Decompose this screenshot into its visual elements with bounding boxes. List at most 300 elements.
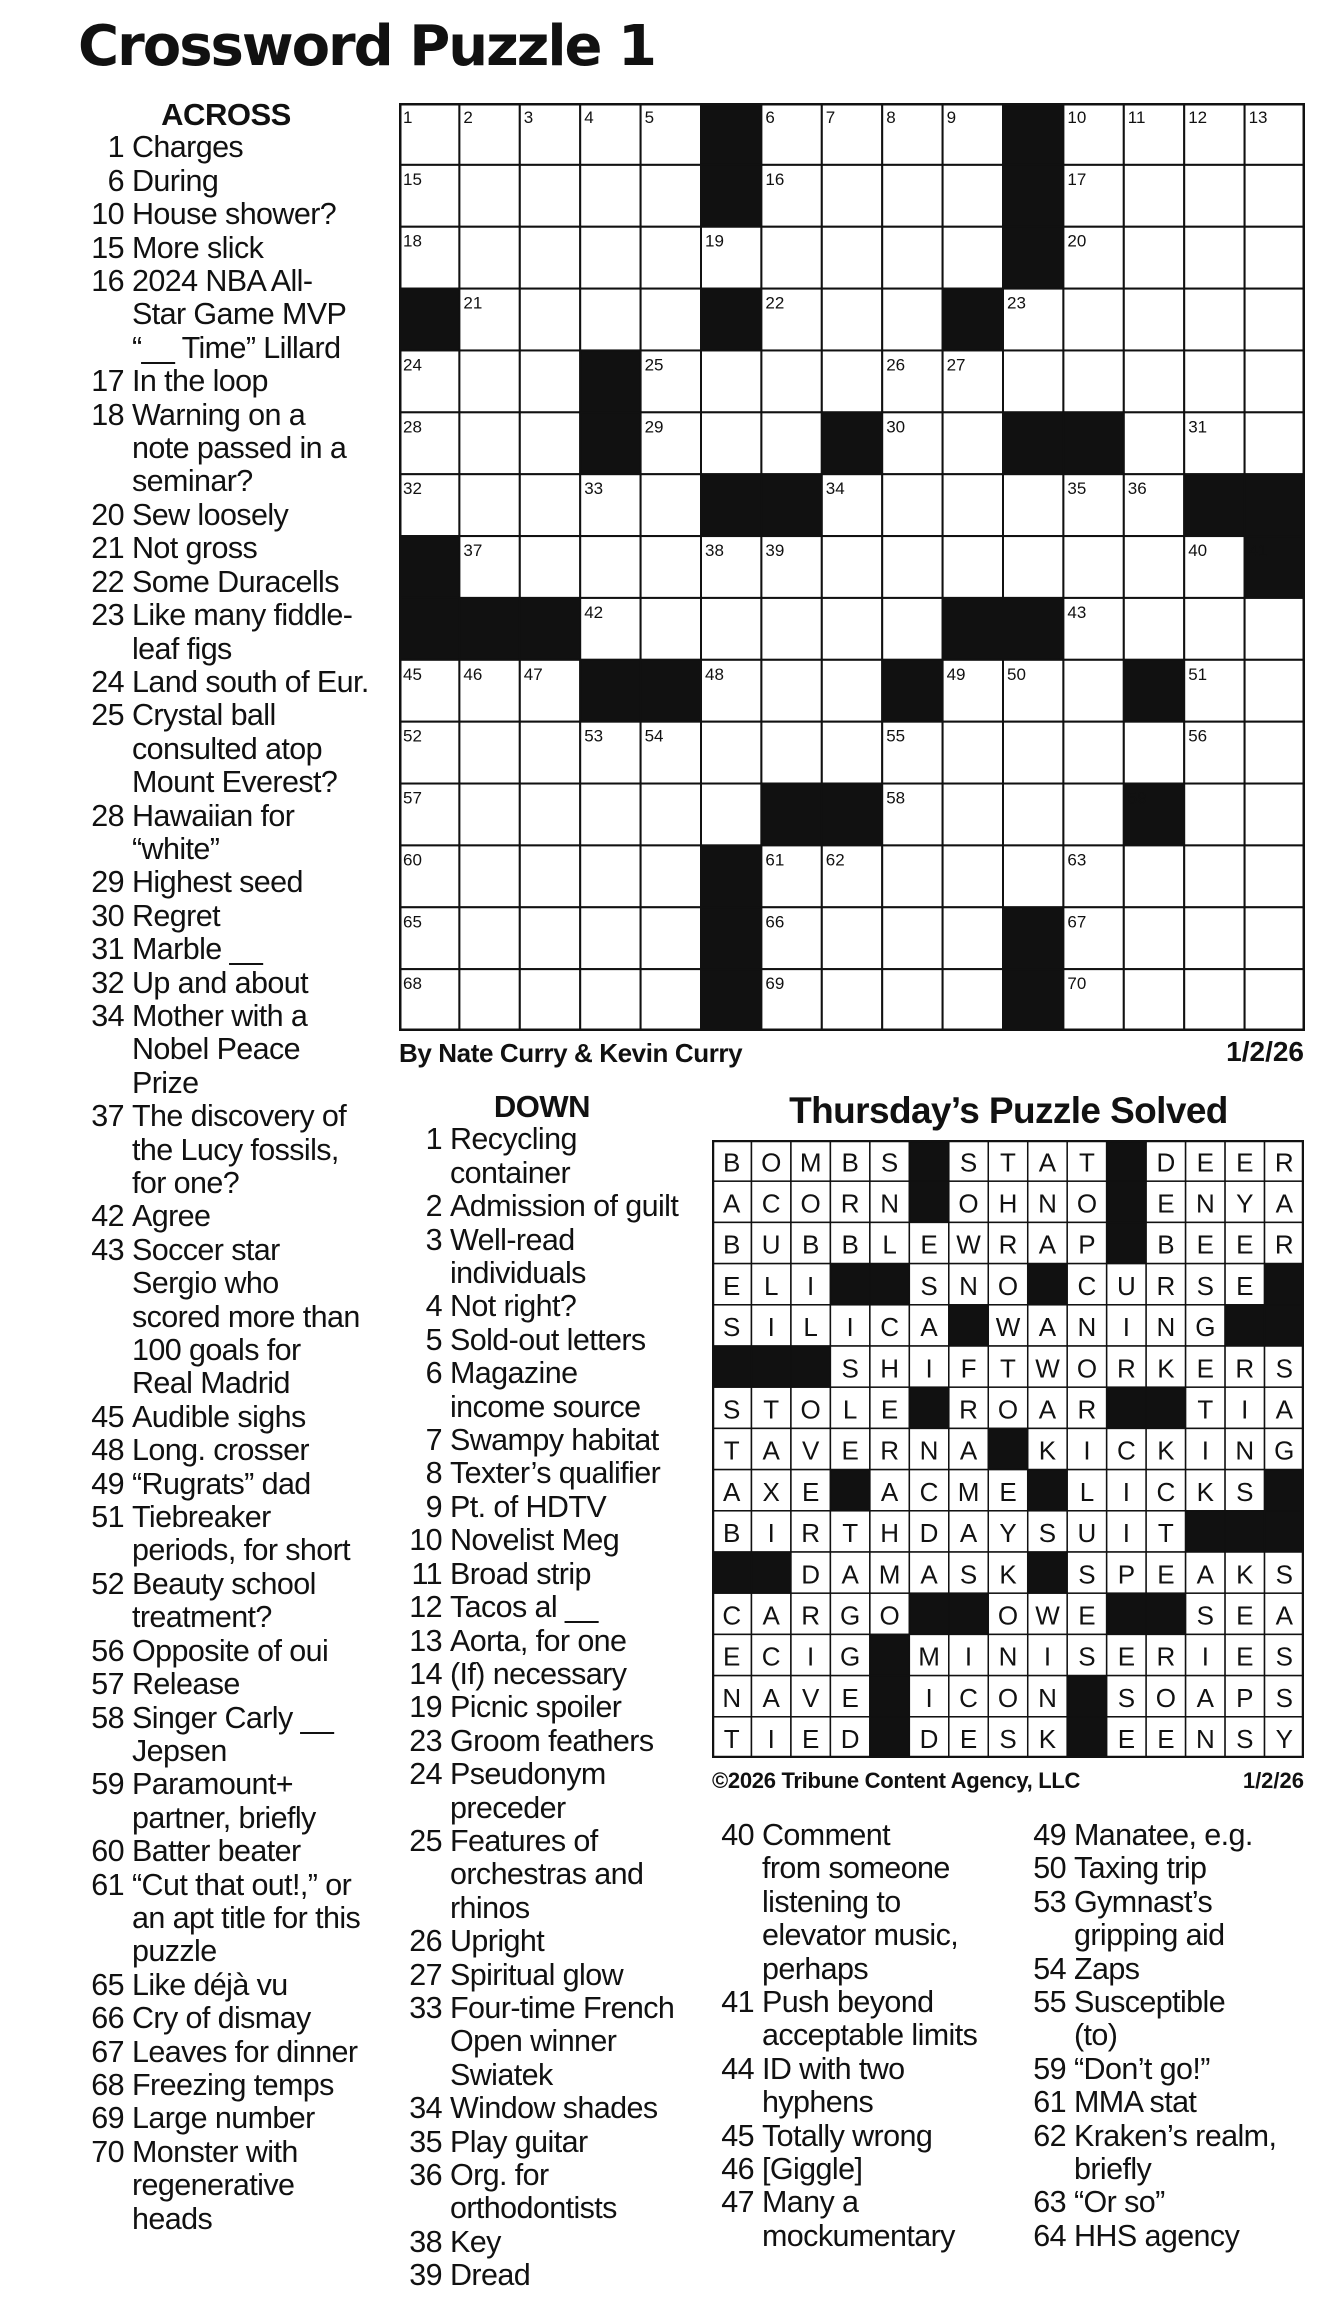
clue-item bbox=[78, 1835, 374, 1868]
solution-letter: E bbox=[841, 1435, 859, 1466]
clue-number: 9 bbox=[425, 1489, 442, 1524]
grid-cell[interactable] bbox=[1063, 784, 1123, 846]
clue-number: 24 bbox=[409, 1757, 442, 1792]
grid-cell[interactable] bbox=[641, 598, 701, 660]
solution-letter: A bbox=[762, 1682, 780, 1713]
clue-item bbox=[78, 265, 374, 365]
solution-black-square bbox=[791, 1346, 830, 1387]
grid-cell[interactable] bbox=[701, 412, 761, 474]
grid-cell[interactable] bbox=[459, 969, 519, 1031]
clue-number: 31 bbox=[91, 932, 124, 967]
grid-cell[interactable] bbox=[641, 289, 701, 351]
grid-cell[interactable] bbox=[520, 722, 580, 784]
clue-text bbox=[132, 1702, 374, 1769]
grid-cell[interactable] bbox=[1003, 474, 1063, 536]
clue-text bbox=[450, 1691, 688, 1724]
solved-title: Thursday’s Puzzle Solved bbox=[789, 1090, 1228, 1131]
clue-number: 37 bbox=[91, 1099, 124, 1134]
grid-cell[interactable] bbox=[520, 907, 580, 969]
grid-cell[interactable] bbox=[882, 165, 942, 227]
grid-cell[interactable] bbox=[882, 907, 942, 969]
solution-black-square bbox=[1028, 1552, 1067, 1593]
crossword-grid-svg[interactable] bbox=[399, 103, 1305, 1031]
solution-letter: Y bbox=[1275, 1724, 1293, 1755]
grid-cell[interactable] bbox=[580, 907, 640, 969]
cell-number: 38 bbox=[705, 541, 724, 561]
grid-cell[interactable] bbox=[943, 722, 1003, 784]
grid-cell[interactable] bbox=[1124, 845, 1184, 907]
clue-number: 33 bbox=[409, 1990, 442, 2025]
clue-line: Magazine bbox=[450, 1356, 578, 1391]
clue-line: Manatee, e.g. bbox=[1074, 1818, 1253, 1852]
clue-number: 23 bbox=[409, 1723, 442, 1758]
clue-item bbox=[1020, 2186, 1318, 2219]
solution-letter: C bbox=[1117, 1435, 1136, 1466]
across-heading: ACROSS bbox=[161, 97, 291, 132]
grid-cell[interactable] bbox=[1245, 907, 1305, 969]
grid-cell[interactable] bbox=[1063, 722, 1123, 784]
solution-letter: O bbox=[997, 1682, 1019, 1713]
clue-line: The discovery of bbox=[132, 1099, 347, 1134]
grid-cell[interactable] bbox=[882, 598, 942, 660]
cell-number: 51 bbox=[1188, 664, 1208, 684]
clue-line: listening to bbox=[762, 1884, 901, 1919]
solution-letter: A bbox=[959, 1435, 978, 1466]
solution-letter: D bbox=[801, 1559, 821, 1590]
clue-number: 32 bbox=[91, 965, 124, 1000]
grid-cell[interactable] bbox=[459, 350, 519, 412]
grid-cell[interactable] bbox=[882, 969, 942, 1031]
solution-black-square bbox=[1107, 1181, 1146, 1222]
solution-letter: B bbox=[1157, 1229, 1175, 1260]
clue-item bbox=[78, 666, 374, 699]
clue-number: 48 bbox=[91, 1433, 124, 1468]
clue-line: for one? bbox=[132, 1166, 240, 1200]
black-square bbox=[761, 474, 821, 536]
grid-cell[interactable] bbox=[641, 536, 701, 598]
solution-letter: O bbox=[761, 1147, 782, 1178]
clue-number: 50 bbox=[1033, 1851, 1066, 1886]
grid-cell[interactable] bbox=[943, 536, 1003, 598]
clue-line: Pseudonym bbox=[450, 1757, 606, 1792]
black-square bbox=[701, 103, 761, 165]
clue-line: Groom feathers bbox=[450, 1723, 654, 1758]
solution-letter: T bbox=[842, 1518, 859, 1549]
solution-letter: N bbox=[959, 1270, 978, 1301]
grid-cell[interactable] bbox=[701, 598, 761, 660]
clue-text bbox=[450, 2226, 688, 2259]
solution-letter: N bbox=[919, 1435, 939, 1466]
clue-number: 35 bbox=[409, 2124, 442, 2159]
grid-cell[interactable] bbox=[1184, 227, 1244, 289]
grid-cell[interactable] bbox=[1124, 598, 1184, 660]
page-title: Crossword Puzzle 1 bbox=[78, 14, 655, 79]
grid-cell[interactable] bbox=[1124, 722, 1184, 784]
clue-number: 15 bbox=[91, 230, 124, 265]
grid-cell[interactable] bbox=[761, 722, 821, 784]
clue-line: Batter beater bbox=[132, 1834, 301, 1869]
clue-number: 44 bbox=[721, 2051, 754, 2086]
clue-item bbox=[78, 1234, 374, 1401]
solution-letter: O bbox=[997, 1394, 1019, 1425]
solution-letter: K bbox=[1196, 1476, 1215, 1507]
clue-item bbox=[78, 2002, 374, 2035]
clue-line: Opposite of oui bbox=[132, 1633, 329, 1668]
cell-number: 60 bbox=[403, 850, 422, 870]
grid-cell[interactable] bbox=[822, 350, 882, 412]
solution-letter: C bbox=[1077, 1270, 1097, 1301]
cell-number: 21 bbox=[463, 293, 483, 313]
clue-line: 100 goals for bbox=[132, 1333, 301, 1368]
grid-cell[interactable] bbox=[761, 412, 821, 474]
clue-number: 26 bbox=[409, 1924, 442, 1959]
clue-number: 46 bbox=[721, 2152, 754, 2187]
grid-cell[interactable] bbox=[701, 722, 761, 784]
grid-cell[interactable] bbox=[943, 784, 1003, 846]
grid-cell[interactable] bbox=[1003, 784, 1063, 846]
clue-number: 24 bbox=[91, 664, 124, 699]
grid-cell[interactable] bbox=[1124, 536, 1184, 598]
solution-letter: N bbox=[998, 1641, 1018, 1672]
grid-cell[interactable] bbox=[822, 536, 882, 598]
solution-letter: E bbox=[1157, 1724, 1175, 1755]
grid-cell[interactable] bbox=[1184, 784, 1244, 846]
clue-line: Four-time French bbox=[450, 1990, 675, 2025]
grid-cell[interactable] bbox=[822, 722, 882, 784]
cell-number: 19 bbox=[705, 231, 724, 251]
grid-cell[interactable] bbox=[1063, 350, 1123, 412]
solution-letter: I bbox=[807, 1641, 815, 1672]
clue-line: Picnic spoiler bbox=[450, 1690, 622, 1725]
solution-letter: N bbox=[1156, 1312, 1176, 1343]
grid-cell[interactable] bbox=[1003, 536, 1063, 598]
grid-cell[interactable] bbox=[1184, 350, 1244, 412]
black-square bbox=[822, 784, 882, 846]
grid-cell[interactable] bbox=[580, 227, 640, 289]
clue-line: Marble __ bbox=[132, 932, 263, 967]
clue-item bbox=[396, 1324, 688, 1357]
grid-cell[interactable] bbox=[1124, 412, 1184, 474]
grid-cell[interactable] bbox=[459, 722, 519, 784]
clue-line: In the loop bbox=[132, 364, 268, 399]
clue-line: Many a bbox=[762, 2185, 859, 2220]
grid-cell[interactable] bbox=[822, 969, 882, 1031]
cell-number: 17 bbox=[1067, 169, 1087, 189]
solution-black-square bbox=[712, 1552, 751, 1593]
grid-cell[interactable] bbox=[1245, 845, 1305, 907]
crossword-grid[interactable] bbox=[399, 103, 1305, 1031]
clue-item bbox=[396, 2092, 688, 2125]
solution-letter: E bbox=[999, 1476, 1017, 1507]
grid-cell[interactable] bbox=[580, 536, 640, 598]
grid-cell[interactable] bbox=[580, 845, 640, 907]
clue-number: 20 bbox=[91, 497, 124, 532]
grid-cell[interactable] bbox=[520, 969, 580, 1031]
clue-item bbox=[396, 1758, 688, 1825]
grid-cell[interactable] bbox=[882, 227, 942, 289]
solution-letter: U bbox=[1117, 1270, 1136, 1301]
clue-text bbox=[132, 699, 374, 799]
clue-number: 57 bbox=[91, 1667, 124, 1702]
grid-cell[interactable] bbox=[641, 227, 701, 289]
black-square bbox=[399, 536, 459, 598]
grid-cell[interactable] bbox=[641, 969, 701, 1031]
clue-text bbox=[132, 1668, 374, 1701]
grid-cell[interactable] bbox=[882, 845, 942, 907]
grid-cell[interactable] bbox=[1003, 722, 1063, 784]
clue-line: Real Madrid bbox=[132, 1366, 290, 1401]
grid-cell[interactable] bbox=[943, 227, 1003, 289]
grid-cell[interactable] bbox=[641, 165, 701, 227]
grid-cell[interactable] bbox=[1124, 350, 1184, 412]
grid-cell[interactable] bbox=[822, 165, 882, 227]
grid-cell[interactable] bbox=[1124, 227, 1184, 289]
cell-number: 22 bbox=[765, 293, 785, 313]
clue-number: 58 bbox=[91, 1700, 124, 1735]
grid-cell[interactable] bbox=[943, 412, 1003, 474]
clue-line: from someone bbox=[762, 1851, 950, 1886]
grid-cell[interactable] bbox=[1184, 598, 1244, 660]
grid-cell[interactable] bbox=[520, 412, 580, 474]
clue-line: Large number bbox=[132, 2101, 315, 2136]
clue-line: Dread bbox=[450, 2258, 531, 2293]
grid-cell[interactable] bbox=[1003, 350, 1063, 412]
grid-cell[interactable] bbox=[520, 165, 580, 227]
cell-number: 30 bbox=[886, 417, 906, 437]
clue-text bbox=[450, 2126, 688, 2159]
grid-cell[interactable] bbox=[882, 536, 942, 598]
cell-number: 8 bbox=[886, 108, 896, 127]
grid-cell[interactable] bbox=[641, 474, 701, 536]
clue-item bbox=[78, 365, 374, 398]
clue-text bbox=[132, 1434, 374, 1467]
clue-item bbox=[78, 1434, 374, 1467]
solution-letter: R bbox=[1274, 1147, 1294, 1178]
solution-black-square bbox=[909, 1181, 948, 1222]
grid-cell[interactable] bbox=[459, 165, 519, 227]
grid-cell[interactable] bbox=[761, 660, 821, 722]
grid-cell[interactable] bbox=[1184, 969, 1244, 1031]
solution-letter: I bbox=[925, 1682, 933, 1713]
clue-item bbox=[1020, 1819, 1318, 1852]
grid-cell[interactable] bbox=[701, 350, 761, 412]
solution-letter: E bbox=[1078, 1600, 1096, 1631]
clue-line: heads bbox=[132, 2201, 213, 2236]
grid-cell[interactable] bbox=[1184, 289, 1244, 351]
grid-cell[interactable] bbox=[1003, 845, 1063, 907]
clue-line: Audible sighs bbox=[132, 1399, 306, 1434]
grid-cell[interactable] bbox=[1184, 165, 1244, 227]
grid-cell[interactable] bbox=[761, 227, 821, 289]
cell-number: 56 bbox=[1188, 726, 1208, 746]
black-square bbox=[399, 598, 459, 660]
clue-text bbox=[132, 2002, 374, 2035]
grid-cell[interactable] bbox=[1063, 536, 1123, 598]
grid-cell[interactable] bbox=[459, 227, 519, 289]
grid-cell[interactable] bbox=[943, 474, 1003, 536]
solution-letter: A bbox=[1038, 1147, 1057, 1178]
cell-number: 40 bbox=[1188, 541, 1208, 561]
clue-item bbox=[396, 1190, 688, 1223]
grid-cell[interactable] bbox=[1124, 907, 1184, 969]
grid-cell[interactable] bbox=[520, 536, 580, 598]
grid-cell[interactable] bbox=[822, 598, 882, 660]
solution-letter: A bbox=[723, 1476, 741, 1507]
clue-number: 54 bbox=[1033, 1951, 1066, 1986]
cell-number: 37 bbox=[463, 541, 483, 561]
clue-item bbox=[78, 900, 374, 933]
solution-letter: D bbox=[919, 1724, 939, 1755]
solution-letter: S bbox=[1275, 1682, 1293, 1713]
solution-letter: N bbox=[1038, 1682, 1057, 1713]
cell-number: 24 bbox=[403, 355, 422, 375]
clue-line: Comment bbox=[762, 1818, 891, 1852]
grid-cell[interactable] bbox=[943, 907, 1003, 969]
grid-cell[interactable] bbox=[1124, 969, 1184, 1031]
solution-letter: E bbox=[841, 1682, 859, 1713]
solution-letter: C bbox=[1156, 1476, 1176, 1507]
cell-number: 4 bbox=[584, 108, 594, 127]
grid-cell[interactable] bbox=[1245, 969, 1305, 1031]
solution-letter: N bbox=[1195, 1724, 1215, 1755]
grid-cell[interactable] bbox=[882, 474, 942, 536]
grid-cell[interactable] bbox=[1063, 289, 1123, 351]
clue-line: the Lucy fossils, bbox=[132, 1132, 339, 1167]
clue-text bbox=[762, 1819, 1008, 1986]
grid-cell[interactable] bbox=[641, 784, 701, 846]
solution-letter: L bbox=[882, 1229, 897, 1260]
cell-number: 23 bbox=[1007, 293, 1026, 313]
grid-cell[interactable] bbox=[520, 784, 580, 846]
grid-cell[interactable] bbox=[943, 165, 1003, 227]
grid-cell[interactable] bbox=[580, 969, 640, 1031]
cell-number: 20 bbox=[1067, 231, 1087, 251]
clue-line: Prize bbox=[132, 1065, 199, 1100]
grid-cell[interactable] bbox=[459, 845, 519, 907]
grid-cell[interactable] bbox=[822, 907, 882, 969]
grid-cell[interactable] bbox=[882, 289, 942, 351]
grid-cell[interactable] bbox=[1184, 845, 1244, 907]
grid-cell[interactable] bbox=[1245, 165, 1305, 227]
cell-number: 33 bbox=[584, 479, 604, 499]
clue-text bbox=[450, 1558, 688, 1591]
solution-letter: N bbox=[1235, 1435, 1255, 1466]
clue-line: Susceptible bbox=[1074, 1985, 1226, 2020]
clue-line: Not right? bbox=[450, 1289, 577, 1324]
cell-number: 50 bbox=[1007, 664, 1026, 684]
cell-number: 63 bbox=[1067, 850, 1087, 870]
grid-cell[interactable] bbox=[1245, 227, 1305, 289]
black-square bbox=[641, 660, 701, 722]
grid-cell[interactable] bbox=[761, 350, 821, 412]
black-square bbox=[701, 907, 761, 969]
grid-cell[interactable] bbox=[1245, 722, 1305, 784]
grid-cell[interactable] bbox=[520, 845, 580, 907]
grid-cell[interactable] bbox=[580, 289, 640, 351]
grid-cell[interactable] bbox=[459, 907, 519, 969]
solution-letter: E bbox=[1236, 1641, 1254, 1672]
cell-number: 15 bbox=[403, 169, 422, 189]
clue-line: Mother with a bbox=[132, 998, 308, 1033]
solution-letter: F bbox=[960, 1353, 977, 1384]
solution-letter: S bbox=[999, 1724, 1017, 1755]
grid-cell[interactable] bbox=[1124, 165, 1184, 227]
clue-line: Regret bbox=[132, 898, 220, 933]
clue-item bbox=[78, 1702, 374, 1769]
grid-cell[interactable] bbox=[943, 969, 1003, 1031]
grid-cell[interactable] bbox=[520, 350, 580, 412]
grid-cell[interactable] bbox=[761, 598, 821, 660]
solution-black-square bbox=[751, 1346, 790, 1387]
grid-cell[interactable] bbox=[459, 412, 519, 474]
grid-cell[interactable] bbox=[701, 784, 761, 846]
grid-cell[interactable] bbox=[641, 907, 701, 969]
grid-cell[interactable] bbox=[1124, 289, 1184, 351]
clue-line: partner, briefly bbox=[132, 1800, 316, 1835]
grid-cell[interactable] bbox=[822, 660, 882, 722]
solution-black-square bbox=[949, 1593, 988, 1634]
grid-cell[interactable] bbox=[1245, 289, 1305, 351]
grid-cell[interactable] bbox=[520, 227, 580, 289]
grid-cell[interactable] bbox=[459, 784, 519, 846]
grid-cell[interactable] bbox=[1245, 784, 1305, 846]
solution-letter: S bbox=[841, 1353, 859, 1384]
solution-black-square bbox=[1067, 1676, 1106, 1717]
clue-number: 52 bbox=[91, 1566, 124, 1601]
grid-cell[interactable] bbox=[1184, 907, 1244, 969]
clue-text bbox=[762, 2053, 1008, 2120]
grid-cell[interactable] bbox=[459, 474, 519, 536]
grid-cell[interactable] bbox=[580, 165, 640, 227]
grid-cell[interactable] bbox=[1245, 350, 1305, 412]
solution-letter: O bbox=[997, 1600, 1019, 1631]
solution-letter: E bbox=[723, 1270, 741, 1301]
grid-cell[interactable] bbox=[1245, 660, 1305, 722]
grid-cell[interactable] bbox=[822, 289, 882, 351]
grid-cell[interactable] bbox=[1245, 598, 1305, 660]
clue-item bbox=[1020, 1886, 1318, 1953]
grid-cell[interactable] bbox=[520, 474, 580, 536]
grid-cell[interactable] bbox=[943, 845, 1003, 907]
clue-line: Star Game MVP bbox=[132, 297, 347, 332]
cell-number: 39 bbox=[765, 541, 785, 561]
clue-text bbox=[132, 499, 374, 532]
clue-text bbox=[132, 2136, 374, 2236]
cell-number: 12 bbox=[1188, 108, 1208, 127]
clue-line: Land south of Eur. bbox=[132, 664, 369, 699]
grid-cell[interactable] bbox=[1063, 660, 1123, 722]
grid-cell[interactable] bbox=[580, 784, 640, 846]
solution-letter: S bbox=[880, 1147, 899, 1178]
grid-cell[interactable] bbox=[520, 289, 580, 351]
solution-black-square bbox=[909, 1593, 948, 1634]
grid-cell[interactable] bbox=[822, 227, 882, 289]
solution-letter: E bbox=[1117, 1641, 1136, 1672]
across-clues bbox=[78, 98, 374, 2236]
clue-item bbox=[78, 399, 374, 499]
solution-black-square bbox=[909, 1140, 948, 1181]
clue-line: Sew loosely bbox=[132, 497, 289, 532]
clue-text bbox=[132, 1635, 374, 1668]
clue-text bbox=[450, 1457, 688, 1490]
grid-cell[interactable] bbox=[641, 845, 701, 907]
clue-item bbox=[78, 499, 374, 532]
clue-number: 8 bbox=[425, 1456, 442, 1491]
grid-cell[interactable] bbox=[1245, 412, 1305, 474]
clue-line: Tiebreaker bbox=[132, 1500, 271, 1535]
clue-text bbox=[450, 2259, 688, 2292]
cell-number: 1 bbox=[403, 108, 413, 127]
